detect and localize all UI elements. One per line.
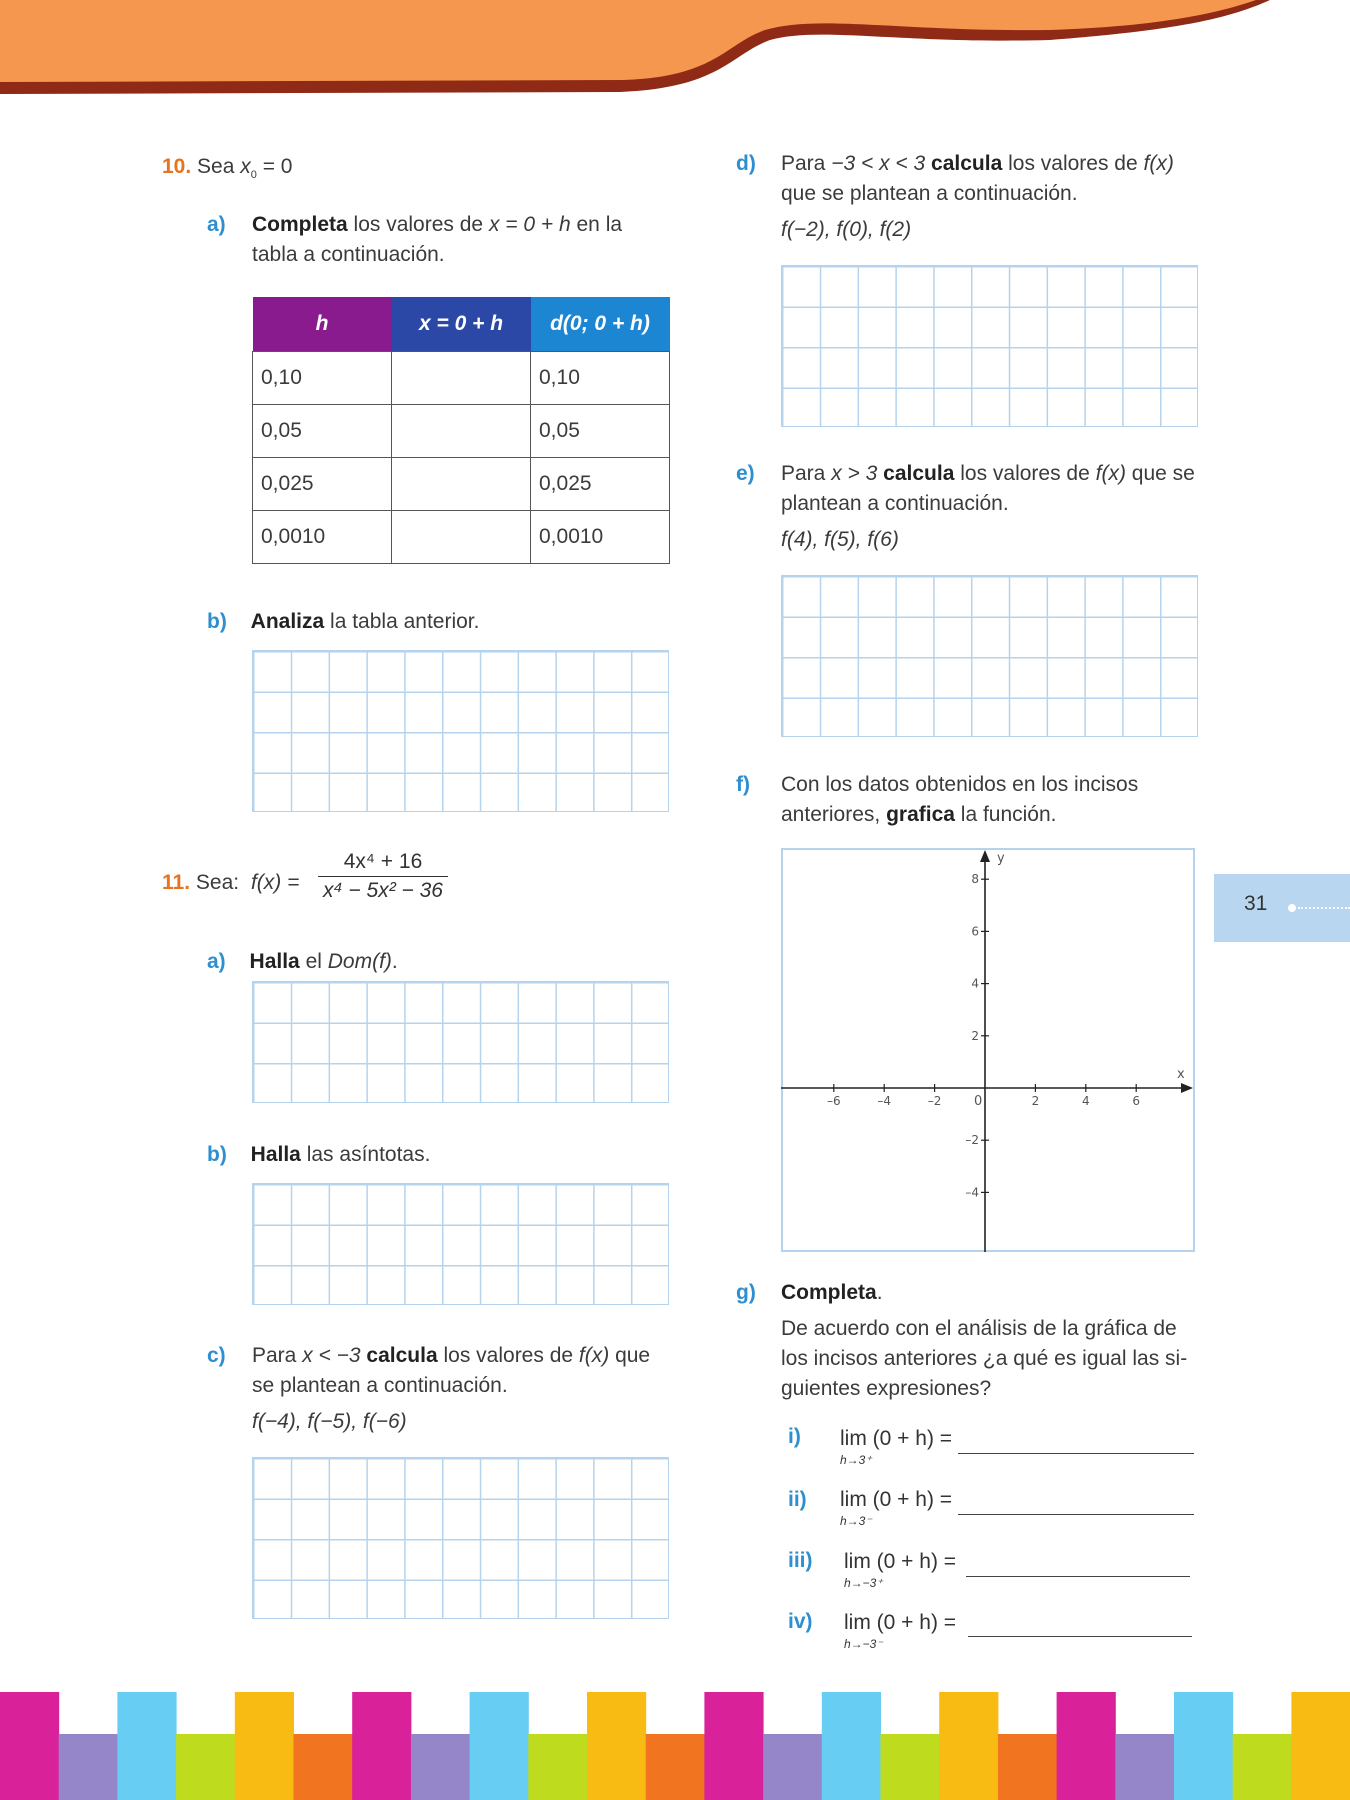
limit-expression	[844, 1611, 957, 1651]
text: Para	[252, 1344, 303, 1367]
verb: calcula	[360, 1344, 438, 1367]
condition: −3 < x < 3	[831, 152, 926, 175]
stripe	[998, 1734, 1057, 1800]
function-lhs: f(x) =	[250, 871, 300, 894]
lim-body: (0 + h) =	[876, 1611, 957, 1634]
lim-subscript: h→3⁻	[840, 1514, 872, 1528]
answer-grid-11c[interactable]	[252, 1457, 669, 1619]
lim-body: (0 + h) =	[876, 1550, 957, 1573]
limit-item-ii	[788, 1488, 807, 1512]
table-cell: 0,025	[531, 458, 670, 511]
y-tick-label: 8	[971, 872, 979, 887]
item-label: ii)	[788, 1488, 807, 1511]
item-label: i)	[788, 1425, 801, 1448]
item-label: iii)	[788, 1549, 813, 1572]
limit-expression	[840, 1488, 953, 1528]
text: guientes expresiones?	[781, 1377, 992, 1400]
text: plantean a continuación.	[781, 492, 1009, 515]
stripe	[1233, 1734, 1292, 1800]
stripe	[1291, 1692, 1350, 1800]
exercise-10b	[207, 607, 479, 637]
answer-grid-10b[interactable]	[252, 650, 669, 812]
verb: Analiza	[250, 610, 325, 633]
lim-word: lim	[840, 1427, 867, 1450]
fx: f(x)	[578, 1344, 610, 1367]
stripe	[411, 1734, 470, 1800]
page-number: 31	[1244, 892, 1268, 915]
exercise-11a	[207, 947, 398, 977]
text: los valores de	[954, 462, 1096, 485]
text: Para	[781, 462, 832, 485]
y-tick-label: 2	[971, 1028, 979, 1043]
verb: Completa	[252, 213, 348, 236]
table-header-x: x = 0 + h	[392, 297, 531, 352]
table-cell: 0,05	[253, 405, 392, 458]
exercise-11-heading	[162, 868, 299, 898]
stripe	[528, 1734, 587, 1800]
stripe	[1115, 1734, 1174, 1800]
item-label: f)	[736, 773, 750, 796]
exercise-10a	[207, 210, 667, 270]
stripe	[235, 1692, 294, 1800]
fx: f(x)	[1095, 462, 1126, 485]
table-cell-input[interactable]	[392, 458, 531, 511]
values-table	[252, 297, 670, 564]
table-cell: 0,025	[253, 458, 392, 511]
exercise-number: 10.	[162, 155, 192, 178]
lim-word: lim	[844, 1550, 871, 1573]
denominator: x⁴ − 5x² − 36	[323, 879, 443, 902]
y-tick-label: 4	[971, 976, 979, 991]
y-tick-label: –4	[965, 1185, 979, 1200]
limit-item-iv	[788, 1610, 813, 1634]
x-axis-label: x	[1177, 1067, 1185, 1082]
answer-line-ii[interactable]	[958, 1514, 1194, 1515]
text: el	[299, 950, 328, 973]
lim-word: lim	[844, 1611, 871, 1634]
stripe	[470, 1692, 529, 1800]
item-label: b)	[207, 610, 227, 633]
x-tick-label: 2	[1031, 1094, 1040, 1108]
verb: calcula	[925, 152, 1003, 175]
stripe	[646, 1734, 705, 1800]
y-axis-label: y	[997, 851, 1005, 866]
stripe	[1174, 1692, 1233, 1800]
table-cell: 0,10	[531, 352, 670, 405]
item-label: c)	[207, 1344, 226, 1367]
table-row	[253, 458, 670, 511]
text: Para	[781, 152, 832, 175]
lim-word: lim	[840, 1488, 867, 1511]
y-tick-label: 6	[971, 924, 979, 939]
exercise-11f	[736, 770, 1196, 830]
dot-icon	[1288, 904, 1296, 912]
numerator: 4x⁴ + 16	[318, 850, 448, 877]
exercise-11d	[736, 149, 1196, 245]
stripe	[822, 1692, 881, 1800]
x-tick-label: –2	[927, 1094, 942, 1108]
intro-value: = 0	[256, 155, 293, 178]
limit-item-iii	[788, 1549, 813, 1573]
subscript: 0	[250, 169, 257, 182]
text: se plantean a continuación.	[252, 1374, 508, 1397]
text: que	[609, 1344, 651, 1367]
item-label: e)	[736, 462, 755, 485]
stripe	[881, 1734, 940, 1800]
page-number-tab	[1214, 874, 1350, 942]
text: los incisos anteriores ¿a qué es igual las si-	[781, 1347, 1188, 1370]
item-label: a)	[207, 950, 226, 973]
table-cell: 0,0010	[531, 511, 670, 564]
item-label: g)	[736, 1281, 756, 1304]
variable: x	[240, 155, 251, 178]
values: f(−4), f(−5), f(−6)	[252, 1410, 407, 1433]
text: los valores de	[437, 1344, 579, 1367]
stripe	[176, 1734, 235, 1800]
expression: x = 0 + h	[488, 213, 571, 236]
limit-expression	[840, 1427, 953, 1467]
condition: x < −3	[302, 1344, 361, 1367]
table-row	[253, 405, 670, 458]
dotted-leader	[1298, 907, 1350, 909]
table-row	[253, 511, 670, 564]
fx: f(x)	[1143, 152, 1174, 175]
coordinate-plane[interactable]	[781, 848, 1195, 1252]
answer-grid-11e[interactable]	[781, 575, 1198, 737]
condition: x > 3	[831, 462, 878, 485]
lim-subscript: h→3⁺	[840, 1453, 872, 1467]
answer-grid-11d[interactable]	[781, 265, 1198, 427]
text: que se	[1125, 462, 1195, 485]
text: los valores de	[1002, 152, 1144, 175]
exercise-11c	[207, 1341, 667, 1437]
stripe	[117, 1692, 176, 1800]
text: la función.	[954, 803, 1057, 826]
table-row	[253, 352, 670, 405]
verb: Completa	[781, 1281, 877, 1304]
values: f(4), f(5), f(6)	[781, 528, 899, 551]
lim-body: (0 + h) =	[872, 1488, 953, 1511]
answer-grid-11b[interactable]	[252, 1183, 669, 1305]
x-axis-arrow-icon	[1181, 1083, 1193, 1093]
stripe	[352, 1692, 411, 1800]
text: tabla a continuación.	[252, 243, 445, 266]
stripe	[1057, 1692, 1116, 1800]
answer-line-iv[interactable]	[968, 1636, 1192, 1637]
item-label: a)	[207, 213, 226, 236]
table-cell: 0,0010	[253, 511, 392, 564]
limit-expression	[844, 1550, 957, 1590]
text: que se plantean a continuación.	[781, 182, 1078, 205]
exercise-number: 11.	[162, 871, 191, 894]
table-cell: 0,10	[253, 352, 392, 405]
table-cell-input[interactable]	[392, 511, 531, 564]
text: .	[876, 1281, 883, 1304]
intro-text: Sea	[197, 155, 241, 178]
stripe	[294, 1734, 353, 1800]
table-cell-input[interactable]	[392, 352, 531, 405]
exercise-11b	[207, 1140, 430, 1170]
text: De acuerdo con el análisis de la gráfica de	[781, 1317, 1177, 1340]
text: Con los datos obtenidos en los incisos	[781, 773, 1139, 796]
text: en la	[570, 213, 623, 236]
table-header-h: h	[253, 297, 392, 352]
values: f(−2), f(0), f(2)	[781, 218, 912, 241]
y-axis-arrow-icon	[980, 850, 990, 862]
text: la tabla anterior.	[324, 610, 480, 633]
origin-label: 0	[974, 1094, 983, 1109]
item-label: iv)	[788, 1610, 813, 1633]
table-cell: 0,05	[531, 405, 670, 458]
lim-subscript: h→−3⁺	[844, 1576, 883, 1590]
stripe	[59, 1734, 118, 1800]
lim-subscript: h→−3⁻	[844, 1637, 883, 1651]
exercise-11e	[736, 459, 1196, 555]
y-tick-label: –2	[965, 1133, 979, 1148]
verb: Halla	[249, 950, 300, 973]
x-tick-label: 4	[1081, 1094, 1090, 1108]
verb: grafica	[886, 803, 955, 826]
text: los valores de	[347, 213, 489, 236]
bottom-stripes	[0, 1692, 1350, 1800]
verb: Halla	[250, 1143, 301, 1166]
intro-text: Sea:	[195, 871, 240, 894]
stripe	[0, 1692, 59, 1800]
text: las asíntotas.	[300, 1143, 431, 1166]
text: anteriores,	[781, 803, 887, 826]
fraction	[318, 850, 448, 903]
exercise-11g	[736, 1278, 1196, 1404]
table-header-row	[253, 297, 670, 352]
table-cell-input[interactable]	[392, 405, 531, 458]
stripe	[704, 1692, 763, 1800]
stripe	[939, 1692, 998, 1800]
stripe	[763, 1734, 822, 1800]
item-label: b)	[207, 1143, 227, 1166]
header-wave	[0, 0, 1350, 100]
x-tick-label: 6	[1132, 1094, 1141, 1108]
exercise-10-heading	[162, 152, 293, 190]
answer-line-iii[interactable]	[966, 1576, 1190, 1577]
verb: calcula	[877, 462, 955, 485]
answer-line-i[interactable]	[958, 1453, 1194, 1454]
lim-body: (0 + h) =	[872, 1427, 953, 1450]
stripe	[587, 1692, 646, 1800]
item-label: d)	[736, 152, 756, 175]
answer-grid-11a[interactable]	[252, 981, 669, 1103]
table-header-d: d(0; 0 + h)	[531, 297, 670, 352]
x-tick-label: –6	[826, 1094, 841, 1108]
x-tick-label: –4	[877, 1094, 892, 1108]
text: .	[391, 950, 398, 973]
expression: Dom(f)	[327, 950, 392, 973]
limit-item-i	[788, 1425, 801, 1449]
